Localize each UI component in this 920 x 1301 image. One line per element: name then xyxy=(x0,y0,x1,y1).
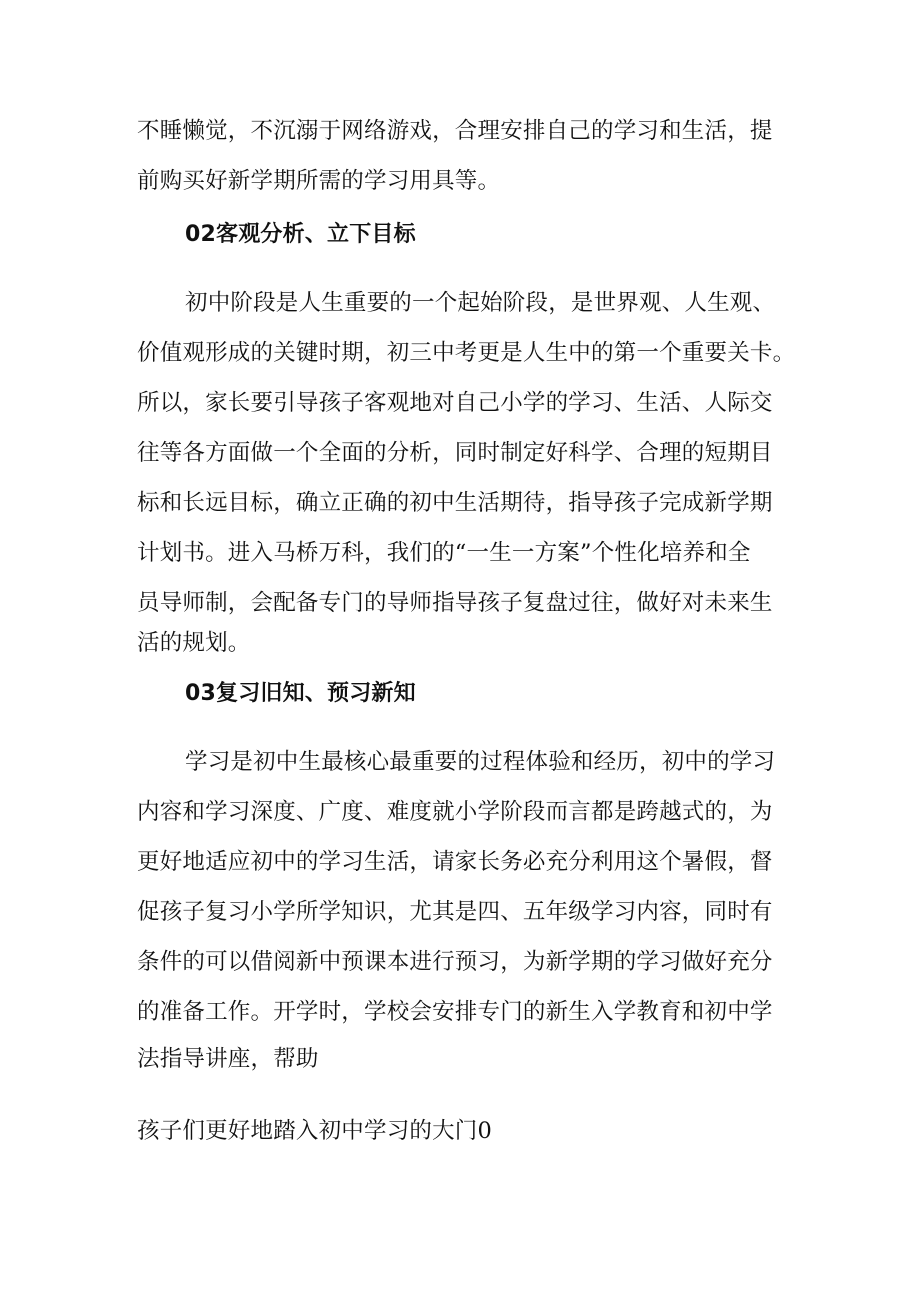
paragraph-trailing-line: 孩子们更好地踏入初中学习的大门0 xyxy=(137,1118,493,1144)
section-heading-02: 02客观分析、立下目标 xyxy=(185,222,416,247)
paragraph-line: 学习是初中生最核心最重要的过程体验和经历，初中的学习 xyxy=(185,749,776,775)
paragraph-line: 标和长远目标，确立正确的初中生活期待，指导孩子完成新学期 xyxy=(137,490,773,516)
paragraph-line: 促孩子复习小学所学知识，尤其是四、五年级学习内容，同时有 xyxy=(137,899,773,925)
paragraph-line: 前购买好新学期所需的学习用具等。 xyxy=(137,168,501,194)
paragraph-line: 价值观形成的关键时期，初三中考更是人生中的第一个重要关卡。 xyxy=(137,340,796,366)
section-heading-03: 03复习旧知、预习新知 xyxy=(185,681,416,706)
paragraph-line: 更好地适应初中的学习生活，请家长务必充分利用这个暑假，督 xyxy=(137,849,773,875)
paragraph-line: 内容和学习深度、广度、难度就小学阶段而言都是跨越式的，为 xyxy=(137,799,773,825)
paragraph-line: 员导师制，会配备专门的导师指导孩子复盘过往，做好对未来生 xyxy=(137,590,773,616)
paragraph-line: 法指导讲座，帮助 xyxy=(137,1046,319,1072)
paragraph-line: 计划书。进入马桥万科，我们的“一生一方案”个性化培养和全 xyxy=(137,540,751,566)
paragraph-line: 活的规划。 xyxy=(137,630,251,656)
paragraph-line: 不睡懒觉，不沉溺于网络游戏，合理安排自己的学习和生活，提 xyxy=(137,118,773,144)
paragraph-line: 条件的可以借阅新中预课本进行预习，为新学期的学习做好充分 xyxy=(137,949,773,975)
paragraph-line: 初中阶段是人生重要的一个起始阶段，是世界观、人生观、 xyxy=(185,290,776,316)
paragraph-line: 往等各方面做一个全面的分析，同时制定好科学、合理的短期目 xyxy=(137,440,773,466)
paragraph-line: 的准备工作。开学时，学校会安排专门的新生入学教育和初中学 xyxy=(137,999,773,1025)
paragraph-line: 所以，家长要引导孩子客观地对自己小学的学习、生活、人际交 xyxy=(137,390,773,416)
